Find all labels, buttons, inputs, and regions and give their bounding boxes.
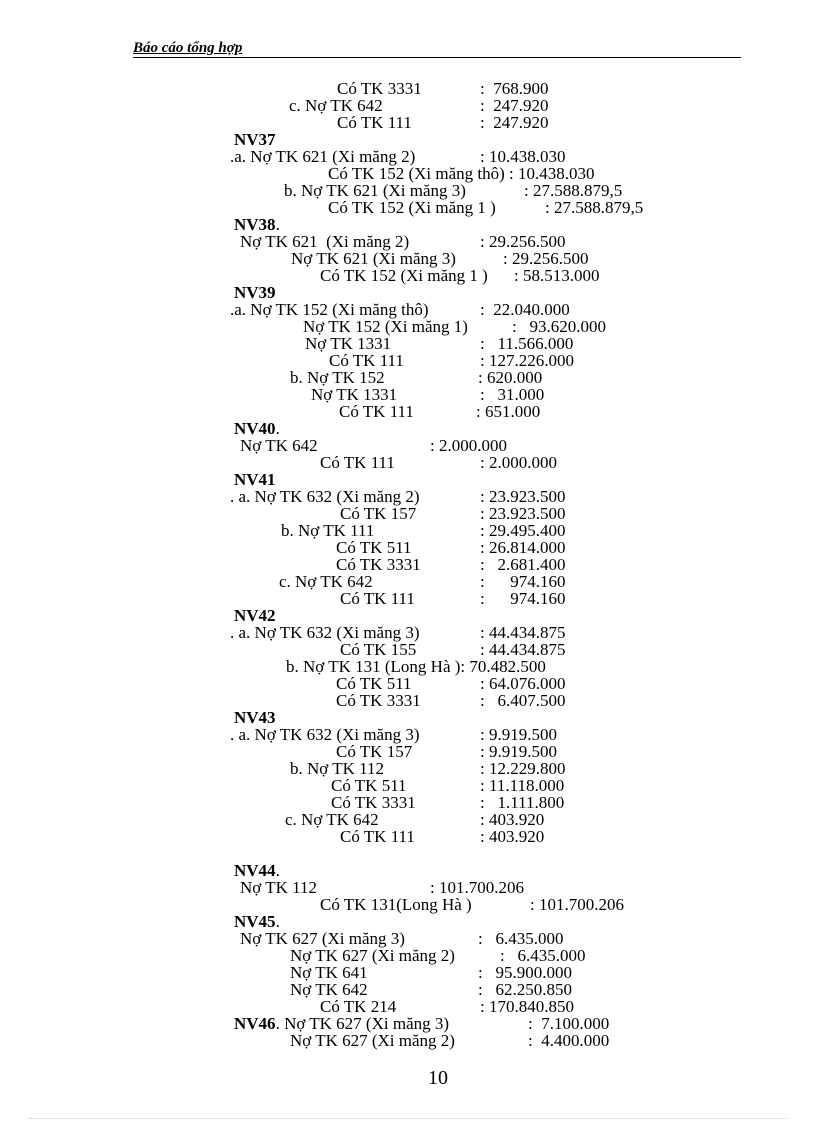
entry-amount: : 170.840.850 bbox=[480, 997, 574, 1016]
section-heading: NV40. bbox=[234, 419, 280, 438]
entry-account: Có TK 3331 bbox=[331, 793, 416, 812]
entry-account: Nợ TK 642 bbox=[290, 980, 368, 999]
entry-amount: : 651.000 bbox=[476, 402, 541, 421]
entry-amount: : 29.256.500 bbox=[503, 249, 589, 268]
section-heading: NV46. Nợ TK 627 (Xi măng 3) bbox=[234, 1014, 450, 1033]
entry-account: Có TK 152 (Xi măng 1 ) bbox=[328, 198, 496, 217]
entry-amount: : 95.900.000 bbox=[478, 963, 572, 982]
entry-amount: : 6.407.500 bbox=[480, 691, 566, 710]
entry-amount: : 11.566.000 bbox=[480, 334, 574, 353]
entry-account: Nợ TK 642 bbox=[240, 436, 318, 455]
entry-amount: : 247.920 bbox=[480, 96, 549, 115]
entry-amount: : 93.620.000 bbox=[512, 317, 606, 336]
entry-account: Có TK 111 bbox=[320, 453, 395, 472]
entry-account: Có TK 157 bbox=[336, 742, 413, 761]
entry-amount: : 6.435.000 bbox=[500, 946, 586, 965]
entry-amount: : 620.000 bbox=[478, 368, 543, 387]
entry-amount: : 9.919.500 bbox=[480, 742, 557, 761]
entry-account: Có TK 511 bbox=[336, 538, 412, 557]
entry-amount: : 27.588.879,5 bbox=[524, 181, 623, 200]
entry-account: Có TK 111 bbox=[329, 351, 404, 370]
entry-account: Có TK 511 bbox=[331, 776, 407, 795]
entry-account: Nợ TK 1331 bbox=[305, 334, 392, 353]
section-heading: NV38. bbox=[234, 215, 280, 234]
entry-amount: : 127.226.000 bbox=[480, 351, 574, 370]
entry-account: b. Nợ TK 111 bbox=[281, 521, 375, 540]
entry-amount: : 26.814.000 bbox=[480, 538, 566, 557]
entry-account: .a. Nợ TK 621 (Xi măng 2) bbox=[230, 147, 416, 166]
entry-account: Nợ TK 627 (Xi măng 2) bbox=[290, 1031, 455, 1050]
entry-amount: : 29.495.400 bbox=[480, 521, 566, 540]
section-heading: NV45. bbox=[234, 912, 280, 931]
entry-amount: : 974.160 bbox=[480, 572, 566, 591]
entry-amount: : 974.160 bbox=[480, 589, 566, 608]
entry-account: Nợ TK 152 (Xi măng 1) bbox=[303, 317, 468, 336]
entry-account: b. Nợ TK 621 (Xi măng 3) bbox=[284, 181, 466, 200]
entry-account: Có TK 131(Long Hà ) bbox=[320, 895, 472, 914]
entry-account: . a. Nợ TK 632 (Xi măng 3) bbox=[230, 623, 420, 642]
entry-account: Có TK 152 (Xi măng 1 ) bbox=[320, 266, 488, 285]
entry-account: c. Nợ TK 642 bbox=[289, 96, 383, 115]
entry-account: Có TK 111 bbox=[340, 589, 415, 608]
entry-amount: : 403.920 bbox=[480, 827, 545, 846]
entry-account: Nợ TK 627 (Xi măng 3) bbox=[240, 929, 405, 948]
entry-amount: : 58.513.000 bbox=[514, 266, 600, 285]
entry-account: Có TK 3331 bbox=[336, 555, 421, 574]
entry-amount: : 101.700.206 bbox=[530, 895, 624, 914]
entry-account: Có TK 511 bbox=[336, 674, 412, 693]
entry-amount: : 403.920 bbox=[480, 810, 545, 829]
entry-amount: : 2.681.400 bbox=[480, 555, 566, 574]
page-header bbox=[133, 40, 741, 58]
entry-amount: : 10.438.030 bbox=[480, 147, 566, 166]
footer-divider bbox=[28, 1118, 788, 1119]
entry-account: Có TK 155 bbox=[340, 640, 417, 659]
entry-account: Nợ TK 1331 bbox=[311, 385, 398, 404]
entry-account: Nợ TK 621 (Xi măng 3) bbox=[291, 249, 456, 268]
entry-amount: : 101.700.206 bbox=[430, 878, 524, 897]
entry-account: Có TK 3331 bbox=[336, 691, 421, 710]
entry-account: Có TK 111 bbox=[339, 402, 414, 421]
entry-account: Có TK 3331 bbox=[337, 79, 422, 98]
entry-amount: : 7.100.000 bbox=[528, 1014, 610, 1033]
entry-amount: : 6.435.000 bbox=[478, 929, 564, 948]
entry-amount: : 2.000.000 bbox=[430, 436, 507, 455]
section-heading: NV44. bbox=[234, 861, 280, 880]
section-heading: NV39 bbox=[234, 283, 276, 302]
page-number: 10 bbox=[428, 1067, 448, 1089]
section-heading: NV37 bbox=[234, 130, 276, 149]
entry-amount: : 31.000 bbox=[480, 385, 545, 404]
entry-account: b. Nợ TK 152 bbox=[290, 368, 385, 387]
entry-account: Có TK 111 bbox=[337, 113, 412, 132]
entry-amount: : 44.434.875 bbox=[480, 640, 566, 659]
entry-amount: : 22.040.000 bbox=[480, 300, 570, 319]
section-heading: NV41 bbox=[234, 470, 276, 489]
section-heading: NV43 bbox=[234, 708, 276, 727]
entry-amount: : 62.250.850 bbox=[478, 980, 572, 999]
entry-amount: : 23.923.500 bbox=[480, 504, 566, 523]
entry-amount: : 29.256.500 bbox=[480, 232, 566, 251]
entry-account: .a. Nợ TK 152 (Xi măng thô) bbox=[230, 300, 429, 319]
entry-account: Nợ TK 641 bbox=[290, 963, 368, 982]
entry-amount: : 12.229.800 bbox=[480, 759, 566, 778]
entry-amount: : 44.434.875 bbox=[480, 623, 566, 642]
entry-amount: : 11.118.000 bbox=[480, 776, 565, 795]
entry-amount: : 9.919.500 bbox=[480, 725, 557, 744]
entry-amount: : 4.400.000 bbox=[528, 1031, 610, 1050]
entry-amount: : 2.000.000 bbox=[480, 453, 557, 472]
entry-account: c. Nợ TK 642 bbox=[285, 810, 379, 829]
entry-line: Có TK 152 (Xi măng thô) : 10.438.030 bbox=[328, 164, 595, 183]
entry-account: Nợ TK 627 (Xi măng 2) bbox=[290, 946, 455, 965]
entry-account: Có TK 157 bbox=[340, 504, 417, 523]
entry-account: Nợ TK 112 bbox=[240, 878, 317, 897]
header-title: Báo cáo tổng hợp bbox=[133, 40, 243, 56]
entry-amount: : 64.076.000 bbox=[480, 674, 566, 693]
entry-account: b. Nợ TK 112 bbox=[290, 759, 384, 778]
section-heading: NV42 bbox=[234, 606, 276, 625]
entry-account: . a. Nợ TK 632 (Xi măng 2) bbox=[230, 487, 420, 506]
entry-account: Có TK 111 bbox=[340, 827, 415, 846]
entry-amount: : 1.111.800 bbox=[480, 793, 565, 812]
entry-amount: : 247.920 bbox=[480, 113, 549, 132]
entry-amount: : 23.923.500 bbox=[480, 487, 566, 506]
entry-amount: : 768.900 bbox=[480, 79, 549, 98]
entry-account: Nợ TK 621 (Xi măng 2) bbox=[240, 232, 410, 251]
entry-amount: : 27.588.879,5 bbox=[545, 198, 644, 217]
entry-account: Có TK 214 bbox=[320, 997, 397, 1016]
entry-account: . a. Nợ TK 632 (Xi măng 3) bbox=[230, 725, 420, 744]
entry-line: b. Nợ TK 131 (Long Hà ): 70.482.500 bbox=[286, 657, 546, 676]
entry-account: c. Nợ TK 642 bbox=[279, 572, 373, 591]
